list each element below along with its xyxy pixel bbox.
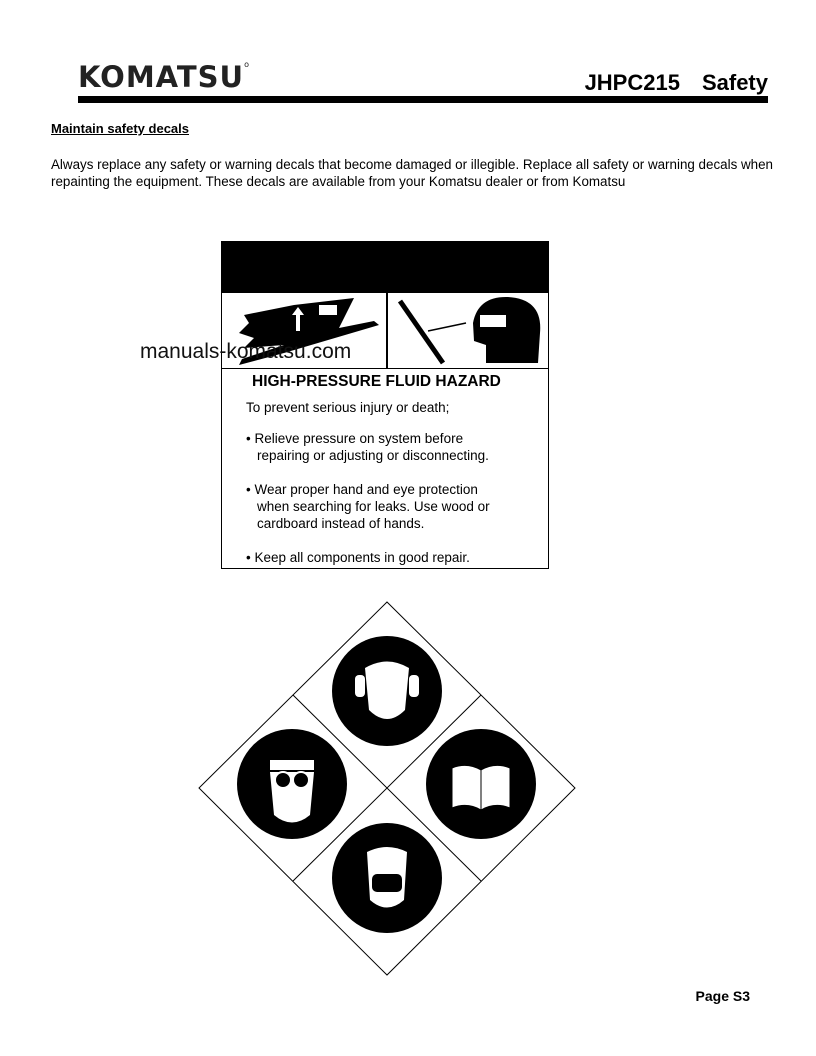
page-number: Page S3 (695, 988, 750, 1004)
respirator-icon (332, 823, 442, 933)
safety-glasses-icon (237, 729, 347, 839)
logo-text: KOMATSU (78, 60, 245, 94)
eye-protection-icon (388, 293, 548, 368)
read-manual-icon (426, 729, 536, 839)
watermark: manuals-komatsu.com (140, 340, 352, 363)
decal-bullet-line: • Wear proper hand and eye protection (246, 482, 478, 497)
header-rule (78, 96, 768, 103)
section-label: Safety (701, 70, 768, 95)
decal-title: HIGH-PRESSURE FLUID HAZARD (252, 373, 501, 390)
model-label: JHPC215 (584, 70, 680, 95)
hearing-protection-icon (332, 636, 442, 746)
body-paragraph: Always replace any safety or warning decals that become damaged or illegible. Replace all safety or warning decals when repainting the equipment. These decals are available from your Komatsu dealer or from Komatsu (51, 157, 773, 189)
decal-header-bar (222, 242, 548, 293)
decal-bullet-line: repairing or adjusting or disconnecting. (257, 448, 489, 463)
decal-bullet-line: cardboard instead of hands. (257, 516, 425, 531)
decal-bullet-line: when searching for leaks. Use wood or (257, 499, 490, 514)
section-title: Maintain safety decals (51, 121, 189, 136)
decal-intro: To prevent serious injury or death; (246, 400, 450, 415)
header-title (563, 70, 768, 96)
hazard-decal (221, 241, 549, 569)
decal-bullet-line: • Keep all components in good repair. (246, 550, 470, 565)
komatsu-logo: KOMATSU$^o$ (78, 60, 250, 94)
decal-bullet-line: • Relieve pressure on system before (246, 431, 464, 446)
